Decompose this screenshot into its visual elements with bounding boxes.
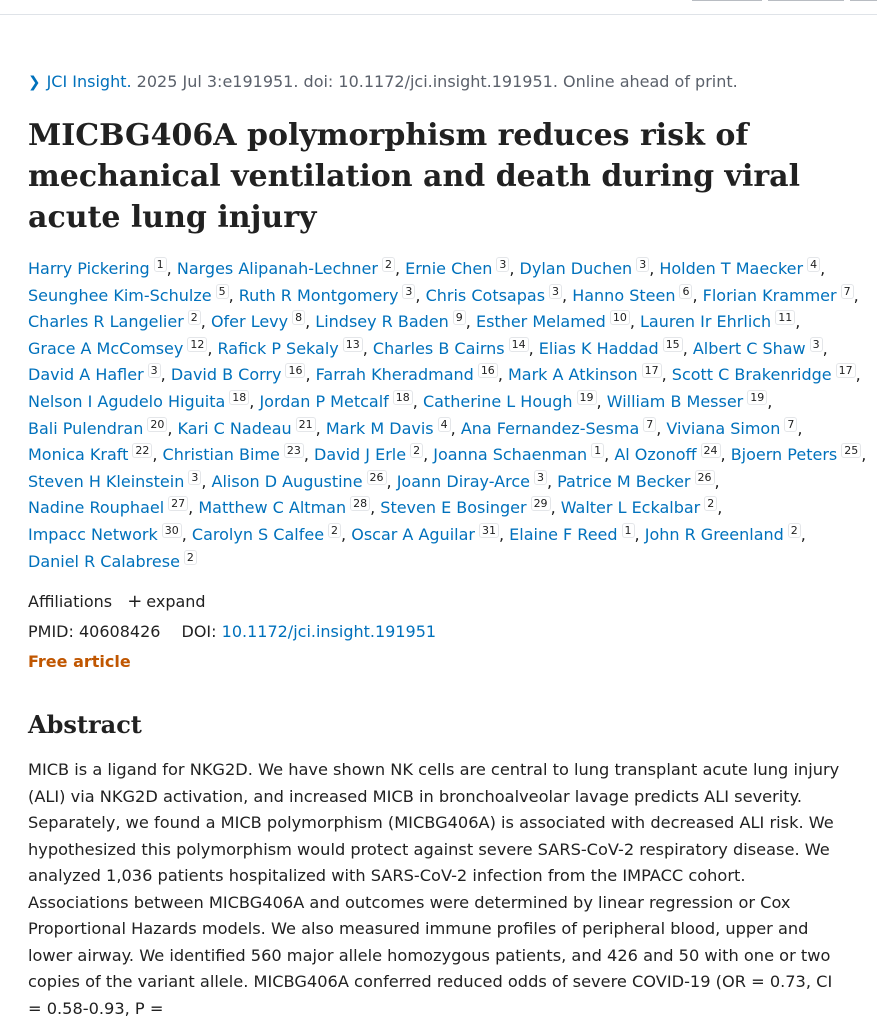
author-name-link[interactable]: William B Messer: [606, 391, 744, 411]
author-item: [423, 392, 597, 411]
author-separator: ,: [717, 498, 723, 518]
author-separator: ,: [305, 312, 316, 332]
author-separator: ,: [656, 418, 667, 438]
author-item: [607, 392, 768, 411]
author-name-link[interactable]: Christian Bime: [162, 445, 280, 465]
author-name-link[interactable]: Carolyn S Calfee: [191, 524, 325, 544]
author-name-link[interactable]: Alison D Augustine: [211, 471, 363, 491]
author-item: [461, 419, 656, 438]
pmid-label: PMID:: [28, 622, 74, 641]
author-separator: ,: [820, 259, 826, 278]
author-item: [178, 419, 316, 438]
author-separator: ,: [188, 498, 199, 518]
author-separator: ,: [315, 418, 326, 438]
author-name-link[interactable]: Joanna Schaenman: [433, 445, 588, 465]
affiliation-number[interactable]: 23: [284, 443, 304, 458]
nav-tab-indicator[interactable]: [768, 0, 844, 1]
affiliation-number[interactable]: 6: [679, 284, 692, 299]
author-separator: ,: [228, 285, 239, 305]
author-separator: ,: [166, 259, 177, 278]
author-item: [259, 392, 412, 411]
author-separator: ,: [661, 365, 672, 385]
affiliation-number[interactable]: 11: [775, 310, 795, 325]
author-item: [192, 525, 341, 544]
author-name-link[interactable]: Esther Melamed: [475, 312, 606, 332]
author-separator: ,: [167, 418, 178, 438]
author-separator: ,: [795, 312, 801, 332]
affiliation-number[interactable]: 4: [807, 257, 820, 272]
author-name-link[interactable]: Viviana Simon: [666, 418, 781, 438]
affiliation-number[interactable]: 2: [788, 523, 801, 538]
affiliation-number[interactable]: 19: [577, 390, 597, 405]
affiliations-expand-toggle[interactable]: [127, 592, 205, 611]
author-name-link[interactable]: Monica Kraft: [28, 445, 129, 465]
author-separator: ,: [604, 445, 615, 465]
affiliation-number[interactable]: 20: [147, 417, 167, 432]
author-separator: ,: [855, 365, 861, 385]
author-item: [561, 498, 718, 517]
author-name-link[interactable]: Grace A McComsey: [28, 338, 184, 358]
author-name-link[interactable]: Jordan P Metcalf: [259, 391, 389, 411]
author-item: [28, 339, 207, 358]
author-name-link[interactable]: Chris Cotsapas: [425, 285, 546, 305]
affiliation-number[interactable]: 30: [162, 523, 182, 538]
affiliation-number[interactable]: 17: [836, 363, 856, 378]
affiliation-number[interactable]: 19: [747, 390, 767, 405]
author-item: [397, 472, 547, 491]
author-separator: ,: [497, 365, 508, 385]
author-item: [508, 365, 662, 384]
doi-label: DOI:: [181, 622, 217, 641]
plus-icon: +: [127, 591, 143, 612]
author-item: [163, 445, 304, 464]
affiliation-number[interactable]: 24: [701, 443, 721, 458]
affiliation-number[interactable]: 2: [188, 310, 201, 325]
author-item: [557, 472, 714, 491]
affiliation-number[interactable]: 21: [296, 417, 316, 432]
author-name-link[interactable]: Walter L Eckalbar: [560, 498, 701, 518]
affiliation-number[interactable]: 14: [509, 337, 529, 352]
affiliation-number[interactable]: 3: [496, 257, 509, 272]
author-item: [326, 419, 451, 438]
author-name-link[interactable]: Ana Fernandez-Sesma: [460, 418, 640, 438]
abstract-text: MICB is a ligand for NKG2D. We have shown NK cells are central to lung transplant acute lung injury (ALI) via NKG2D activation, and increased MICB in bronchoalveolar lavage predicts ALI severity. Separately, we found a MICB polymorphism (MICBG406A) is associated with decreased ALI risk. We hypothesized this polymorphism would protect against severe SARS-CoV-2 respiratory disease. We analyzed 1,036 patients hospitalized with SARS-CoV-2 infection from the IMPACC cohort. Associations between MICBG406A and outcomes were determined by linear regression or Cox Proportional Hazards models. We also measured immune profiles of peripheral blood, upper and lower airway. We identified 560 major allele homozygous patients, and 426 and 50 with one or two copies of the variant allele. MICBG406A conferred reduced odds of severe COVID-19 (OR = 0.73, CI = 0.58-0.93, P =: [28, 760, 840, 1018]
citation-line: [28, 71, 868, 93]
doi-link[interactable]: 10.1172/jci.insight.191951: [221, 622, 437, 641]
author-separator: ,: [509, 259, 520, 278]
affiliation-number[interactable]: 2: [382, 257, 395, 272]
author-item: [315, 312, 466, 331]
affiliation-number[interactable]: 28: [350, 496, 370, 511]
author-separator: ,: [412, 391, 423, 411]
author-separator: ,: [181, 524, 192, 544]
author-name-link[interactable]: Ernie Chen: [405, 259, 493, 278]
author-separator: ,: [201, 471, 212, 491]
author-separator: ,: [634, 524, 645, 544]
affiliation-number[interactable]: 2: [410, 443, 423, 458]
author-name-link[interactable]: Oscar A Aguilar: [351, 524, 475, 544]
author-separator: ,: [207, 338, 218, 358]
author-item: [239, 286, 416, 305]
author-separator: ,: [546, 471, 558, 491]
author-separator: ,: [682, 338, 693, 358]
affiliation-number[interactable]: 7: [841, 284, 854, 299]
nav-tab-indicator[interactable]: [692, 0, 762, 1]
author-separator: ,: [249, 391, 260, 411]
author-name-link[interactable]: Charles B Cairns: [372, 338, 505, 358]
affiliation-number[interactable]: 3: [549, 284, 562, 299]
author-item: [28, 392, 249, 411]
affiliation-number[interactable]: 18: [393, 390, 413, 405]
affiliation-number[interactable]: 10: [610, 310, 630, 325]
author-name-link[interactable]: Kari C Nadeau: [177, 418, 292, 438]
author-separator: ,: [596, 391, 607, 411]
author-name-link[interactable]: Rafick P Sekaly: [217, 338, 339, 358]
affiliation-number[interactable]: 2: [328, 523, 341, 538]
affiliations-label: Affiliations: [28, 592, 113, 611]
affiliation-number[interactable]: 1: [591, 443, 604, 458]
author-name-link[interactable]: David A Hafler: [28, 365, 144, 385]
author-item: [672, 365, 856, 384]
author-name-link[interactable]: Mark M Davis: [325, 418, 434, 438]
author-name-link[interactable]: Lauren Ir Ehrlich: [640, 312, 772, 332]
affiliation-number[interactable]: 16: [285, 363, 305, 378]
author-item: [28, 365, 161, 384]
author-name-link[interactable]: John R Greenland: [644, 524, 784, 544]
author-name-link[interactable]: Ruth R Montgomery: [238, 285, 399, 305]
author-item: [693, 339, 823, 358]
affiliation-number[interactable]: 26: [695, 470, 715, 485]
author-name-link[interactable]: Lindsey R Baden: [315, 312, 449, 332]
author-item: [659, 259, 820, 278]
author-item: [28, 498, 188, 517]
citation-details: 2025 Jul 3:e191951. doi: 10.1172/jci.insight.191951. Online ahead of print.: [136, 72, 738, 91]
author-separator: ,: [362, 338, 373, 358]
author-item: [316, 365, 498, 384]
author-list: [28, 256, 868, 575]
author-item: [28, 552, 197, 571]
author-item: [426, 286, 562, 305]
article-title: MICBG406A polymorphism reduces risk of mechanical ventilation and death during viral acute lung injury: [28, 118, 801, 235]
author-separator: ,: [649, 259, 660, 278]
affiliation-number[interactable]: 3: [810, 337, 823, 352]
author-item: [28, 259, 167, 278]
author-item: [614, 445, 720, 464]
author-name-link[interactable]: Ofer Levy: [210, 312, 289, 332]
author-name-link[interactable]: Seunghee Kim-Schulze: [28, 285, 212, 305]
pmid-value: 40608426: [78, 622, 161, 641]
affiliation-number[interactable]: 13: [343, 337, 363, 352]
author-separator: ,: [822, 338, 828, 358]
affiliation-number[interactable]: 31: [479, 523, 499, 538]
author-item: [28, 286, 229, 305]
author-separator: ,: [200, 312, 211, 332]
article-identifiers: [28, 620, 436, 644]
author-separator: ,: [450, 418, 461, 438]
author-separator: ,: [465, 312, 476, 332]
author-name-link[interactable]: Farrah Kheradmand: [315, 365, 474, 385]
author-name-link[interactable]: David J Erle: [314, 445, 407, 465]
affiliation-number[interactable]: 26: [367, 470, 387, 485]
author-item: [433, 445, 604, 464]
author-name-link[interactable]: Dylan Duchen: [519, 259, 633, 278]
affiliation-number[interactable]: 3: [534, 470, 547, 485]
affiliation-number[interactable]: 8: [292, 310, 305, 325]
author-separator: ,: [305, 365, 316, 385]
affiliation-number[interactable]: 18: [229, 390, 249, 405]
affiliations-row: [28, 590, 206, 614]
author-separator: ,: [720, 445, 731, 465]
author-name-link[interactable]: Bali Pulendran: [28, 418, 144, 438]
author-separator: ,: [341, 524, 352, 544]
author-item: [373, 339, 529, 358]
author-name-link[interactable]: Catherine L Hough: [422, 391, 573, 411]
author-name-link[interactable]: Impacc Network: [28, 524, 158, 544]
author-item: [212, 472, 387, 491]
author-separator: ,: [415, 285, 426, 305]
author-item: [28, 525, 182, 544]
affiliation-number[interactable]: 2: [704, 496, 717, 511]
author-item: [405, 259, 509, 278]
affiliation-number[interactable]: 1: [622, 523, 635, 538]
affiliation-number[interactable]: 4: [438, 417, 451, 432]
affiliation-number[interactable]: 25: [841, 443, 861, 458]
author-separator: ,: [303, 445, 314, 465]
author-separator: ,: [152, 445, 163, 465]
author-item: [177, 259, 395, 278]
author-item: [28, 472, 201, 491]
author-name-link[interactable]: Hanno Steen: [572, 285, 676, 305]
author-name-link[interactable]: Nelson I Agudelo Higuita: [28, 391, 226, 411]
affiliation-number[interactable]: 12: [187, 337, 207, 352]
author-separator: ,: [797, 418, 803, 438]
author-name-link[interactable]: Bjoern Peters: [730, 445, 838, 465]
author-name-link[interactable]: Mark A Atkinson: [507, 365, 638, 385]
author-separator: ,: [861, 445, 867, 465]
affiliation-number[interactable]: 5: [216, 284, 229, 299]
top-nav-bar: [0, 0, 877, 15]
author-item: [476, 312, 630, 331]
author-separator: ,: [692, 285, 703, 305]
affiliation-number[interactable]: 16: [478, 363, 498, 378]
author-item: [666, 419, 797, 438]
author-separator: ,: [423, 445, 434, 465]
author-separator: ,: [394, 259, 406, 278]
author-item: [171, 365, 306, 384]
author-name-link[interactable]: Narges Alipanah-Lechner: [176, 259, 378, 278]
affiliation-number[interactable]: 27: [168, 496, 188, 511]
author-item: [28, 312, 201, 331]
author-item: [645, 525, 801, 544]
author-item: [539, 339, 683, 358]
author-separator: ,: [800, 524, 806, 544]
author-separator: ,: [528, 338, 539, 358]
author-separator: ,: [629, 312, 640, 332]
author-name-link[interactable]: Florian Krammer: [702, 285, 837, 305]
chevron-right-icon: ❯: [28, 73, 41, 91]
affiliation-number[interactable]: 17: [642, 363, 662, 378]
author-name-link[interactable]: Scott C Brakenridge: [671, 365, 832, 385]
affiliation-number[interactable]: 3: [402, 284, 415, 299]
author-item: [351, 525, 499, 544]
affiliation-number[interactable]: 29: [531, 496, 551, 511]
author-name-link[interactable]: Patrice M Becker: [557, 471, 691, 491]
author-name-link[interactable]: Nadine Rouphael: [28, 498, 165, 518]
author-item: [380, 498, 550, 517]
author-item: [520, 259, 650, 278]
affiliation-number[interactable]: 7: [643, 417, 656, 432]
journal-link[interactable]: JCI Insight.: [46, 72, 132, 91]
author-name-link[interactable]: Steven H Kleinstein: [28, 471, 185, 491]
author-separator: ,: [160, 365, 171, 385]
author-item: [640, 312, 795, 331]
author-separator: ,: [550, 498, 561, 518]
author-name-link[interactable]: Harry Pickering: [28, 259, 150, 278]
affiliation-number[interactable]: 3: [636, 257, 649, 272]
affiliation-number[interactable]: 15: [663, 337, 683, 352]
author-name-link[interactable]: Charles R Langelier: [28, 312, 184, 332]
affiliation-number[interactable]: 3: [148, 363, 161, 378]
affiliation-number[interactable]: 7: [784, 417, 797, 432]
author-separator: ,: [562, 285, 573, 305]
nav-tab-indicator[interactable]: [850, 0, 877, 1]
author-name-link[interactable]: Daniel R Calabrese: [28, 551, 180, 571]
author-name-link[interactable]: Matthew C Altman: [198, 498, 347, 518]
author-name-link[interactable]: Albert C Shaw: [692, 338, 806, 358]
author-name-link[interactable]: Elias K Haddad: [538, 338, 659, 358]
author-item: [731, 445, 862, 464]
author-item: [314, 445, 423, 464]
affiliation-number[interactable]: 22: [132, 443, 152, 458]
expand-label: expand: [146, 592, 206, 611]
abstract-heading: Abstract: [28, 710, 142, 739]
affiliation-number[interactable]: 2: [184, 550, 197, 565]
author-item: [218, 339, 363, 358]
author-item: [211, 312, 305, 331]
author-name-link[interactable]: Joann Diray-Arce: [396, 471, 530, 491]
author-item: [28, 445, 152, 464]
author-separator: ,: [714, 471, 720, 491]
author-separator: ,: [767, 391, 773, 411]
affiliation-number[interactable]: 9: [453, 310, 466, 325]
free-article-badge: Free article: [28, 652, 131, 671]
author-separator: ,: [498, 524, 510, 544]
author-separator: ,: [853, 285, 859, 305]
author-name-link[interactable]: Al Ozonoff: [614, 445, 697, 465]
author-item: [572, 286, 692, 305]
author-name-link[interactable]: Elaine F Reed: [509, 524, 618, 544]
author-name-link[interactable]: David B Corry: [170, 365, 282, 385]
author-separator: ,: [386, 471, 397, 491]
author-name-link[interactable]: Holden T Maecker: [659, 259, 804, 278]
author-item: [198, 498, 370, 517]
author-name-link[interactable]: Steven E Bosinger: [380, 498, 527, 518]
author-item: [509, 525, 634, 544]
affiliation-number[interactable]: 3: [188, 470, 201, 485]
affiliation-number[interactable]: 1: [154, 257, 167, 272]
author-separator: ,: [370, 498, 381, 518]
author-item: [28, 419, 167, 438]
author-item: [703, 286, 854, 305]
